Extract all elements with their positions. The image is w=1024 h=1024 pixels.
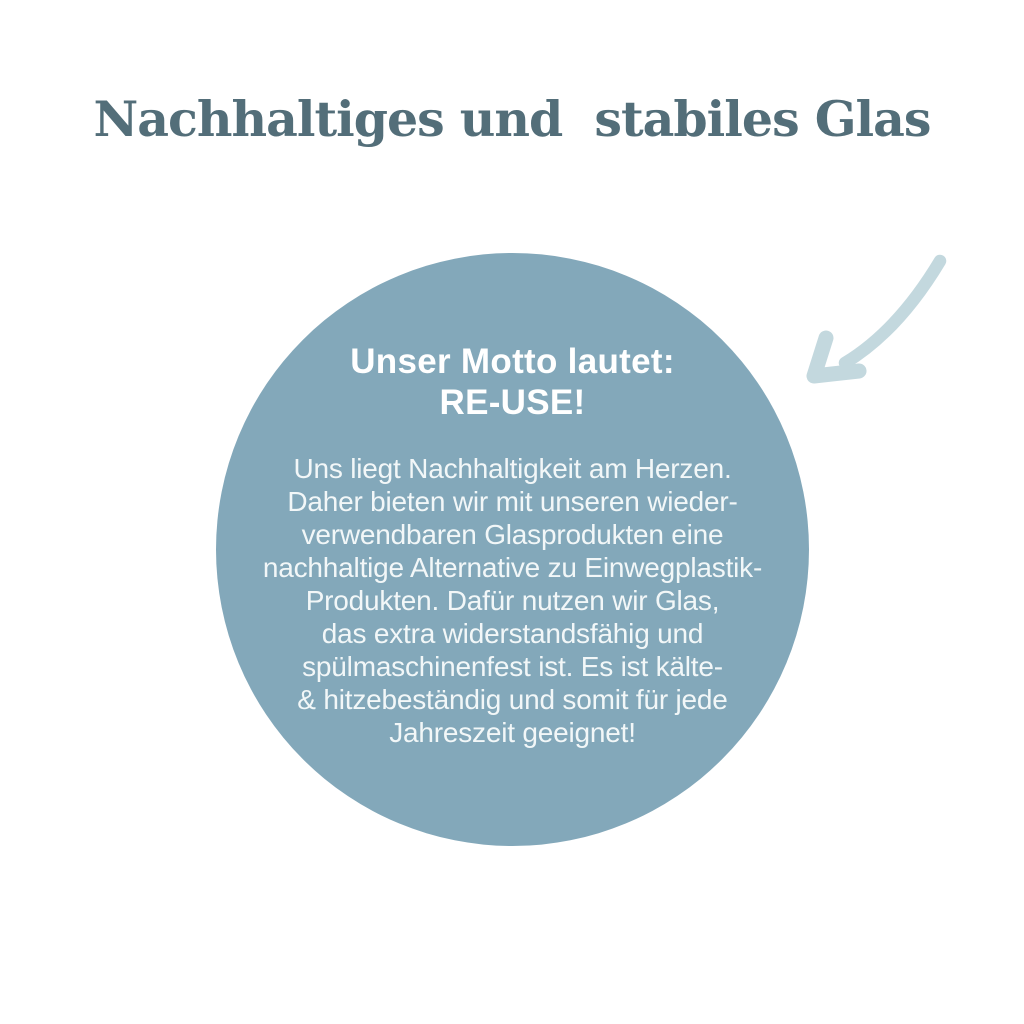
motto-body-line: verwendbaren Glasprodukten eine xyxy=(301,519,724,550)
motto-heading xyxy=(216,341,809,423)
motto-body-line: & hitzebeständig und somit für jede xyxy=(297,684,728,715)
motto-body-line: das extra widerstandsfähig und xyxy=(321,618,704,649)
motto-body-text xyxy=(216,452,809,749)
page-title: Nachhaltiges und stabiles Glas xyxy=(93,90,931,148)
motto-circle xyxy=(216,253,809,846)
curved-arrow-down-left-icon xyxy=(795,245,965,405)
motto-heading-line2: RE-USE! xyxy=(439,383,586,422)
motto-body-line: Produkten. Dafür nutzen wir Glas, xyxy=(305,585,720,616)
arrow-shaft xyxy=(845,261,940,363)
motto-body-line: Uns liegt Nachhaltigkeit am Herzen. xyxy=(293,453,732,484)
motto-heading-line1: Unser Motto lautet: xyxy=(350,342,675,381)
motto-body-line: nachhaltige Alternative zu Einwegplastik- xyxy=(262,552,763,583)
motto-body-line: Jahreszeit geeignet! xyxy=(389,717,636,748)
motto-body-line: spülmaschinenfest ist. Es ist kälte- xyxy=(302,651,723,682)
motto-body-line: Daher bieten wir mit unseren wieder- xyxy=(287,486,738,517)
